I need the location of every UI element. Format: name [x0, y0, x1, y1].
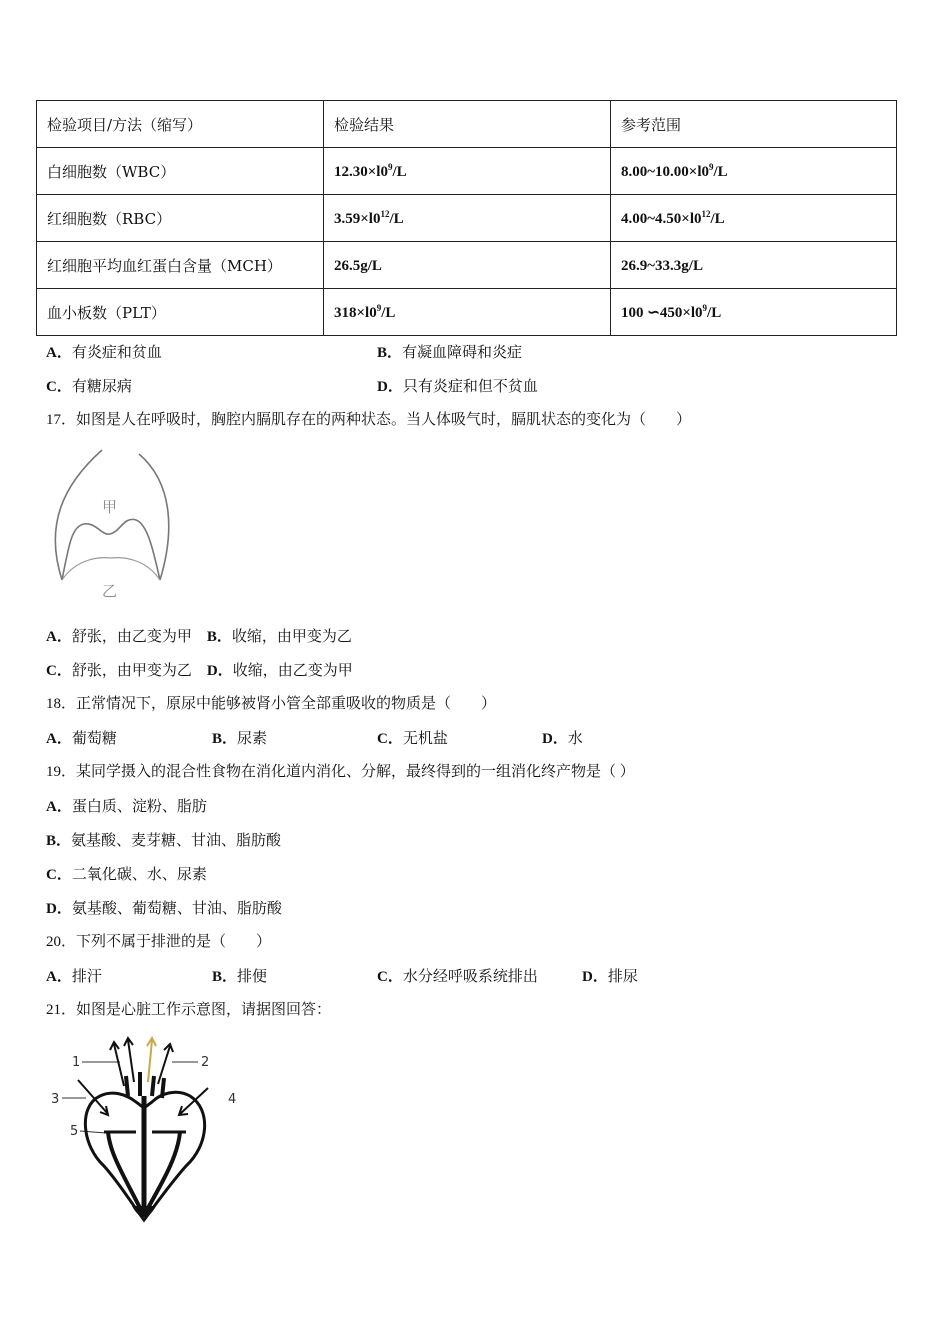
figure-label-jia: 甲 [102, 498, 118, 516]
q19-stem: 19．某同学摄入的混合性食物在消化道内消化、分解，最终得到的一组消化终产物是（ ） [46, 764, 635, 780]
heart-label-3: 3 [51, 1092, 60, 1107]
q17-stem: 17．如图是人在呼吸时，胸腔内膈肌存在的两种状态。当人体吸气时，膈肌状态的变化为（ ） [46, 412, 692, 428]
heart-label-2: 2 [201, 1055, 210, 1070]
header-range: 参考范围 [611, 101, 897, 148]
q16-option-c: C．有糖尿病 [46, 377, 132, 395]
q19-option-b: B．氨基酸、麦芽糖、甘油、脂肪酸 [46, 831, 282, 849]
q20-option-c: C．水分经呼吸系统排出 [377, 967, 538, 985]
heart-leader-line [80, 1131, 106, 1133]
header-result: 检验结果 [324, 101, 611, 148]
row-range: 26.9~33.3g/L [611, 242, 897, 289]
q18-option-c: C．无机盐 [377, 729, 448, 747]
row-result: $318\times l0^9/L$ [324, 289, 611, 336]
heart-left-chamber [108, 1132, 140, 1208]
aorta [126, 1072, 164, 1098]
artery-arrow [147, 1038, 156, 1082]
q17-option-row-2: C．舒张，由甲变为乙 D．收缩，由乙变为甲 [46, 661, 353, 679]
row-item: 白细胞数（WBC） [37, 148, 324, 195]
q16-option-b: B．有凝血障碍和炎症 [377, 343, 523, 361]
q20-stem: 20．下列不属于排泄的是（ ） [46, 934, 272, 950]
artery-arrow [110, 1042, 124, 1086]
header-item: 检验项目/方法（缩写） [37, 101, 324, 148]
table-row [37, 195, 897, 242]
row-result: $3.59\times l0^{12}/L$ [324, 195, 611, 242]
artery-arrow [158, 1044, 173, 1084]
heart-label-1: 1 [72, 1055, 81, 1070]
row-range: $8.00\sim 10.00\times l0^9/L$ [611, 148, 897, 195]
q18-option-d: D．水 [542, 729, 583, 747]
heart-label-4: 4 [228, 1092, 237, 1107]
row-item: 红细胞数（RBC） [37, 195, 324, 242]
diaphragm-dome-jia [62, 519, 160, 580]
q21-stem: 21．如图是心脏工作示意图，请据图回答： [46, 1002, 332, 1018]
row-result: 26.5g/L [324, 242, 611, 289]
table-header-row [37, 101, 897, 148]
heart-apex [132, 1206, 156, 1217]
row-item: 血小板数（PLT） [37, 289, 324, 336]
q19-option-d: D．氨基酸、葡萄糖、甘油、脂肪酸 [46, 899, 282, 917]
heart-right-chamber [148, 1132, 180, 1208]
q18-stem: 18．正常情况下，原尿中能够被肾小管全部重吸收的物质是（ ） [46, 696, 497, 712]
diaphragm-outer-curve [55, 450, 102, 580]
q20-option-a: A．排汗 [46, 967, 102, 985]
q20-option-b: B．排便 [212, 967, 268, 985]
q20-option-d: D．排尿 [582, 967, 638, 985]
q18-option-a: A．葡萄糖 [46, 729, 117, 747]
q19-option-a: A．蛋白质、淀粉、脂肪 [46, 797, 207, 815]
row-range: 100 $∽450\times l0^9/L$ [611, 289, 897, 336]
q17-option-row-1: A．舒张，由乙变为甲 B．收缩，由甲变为乙 [46, 627, 352, 645]
heart-label-5: 5 [70, 1124, 79, 1139]
row-item: 红细胞平均血红蛋白含量（MCH） [37, 242, 324, 289]
q18-option-b: B．尿素 [212, 729, 268, 747]
artery-arrow [124, 1038, 134, 1082]
heart-diagram [48, 1036, 238, 1226]
diaphragm-figure [44, 444, 178, 604]
table-row [37, 242, 897, 289]
q16-option-a: A．有炎症和贫血 [46, 343, 162, 361]
lab-results-table [36, 100, 897, 336]
table-row [37, 289, 897, 336]
q19-option-c: C．二氧化碳、水、尿素 [46, 865, 207, 883]
q16-option-d: D．只有炎症和但不贫血 [377, 377, 538, 395]
diaphragm-outer-curve [139, 454, 169, 580]
diaphragm-flat-yi [62, 558, 160, 580]
row-range: $4.00\sim 4.50\times l0^{12}/L$ [611, 195, 897, 242]
row-result: $12.30\times l0^9/L$ [324, 148, 611, 195]
figure-label-yi: 乙 [102, 582, 118, 600]
table-row [37, 148, 897, 195]
